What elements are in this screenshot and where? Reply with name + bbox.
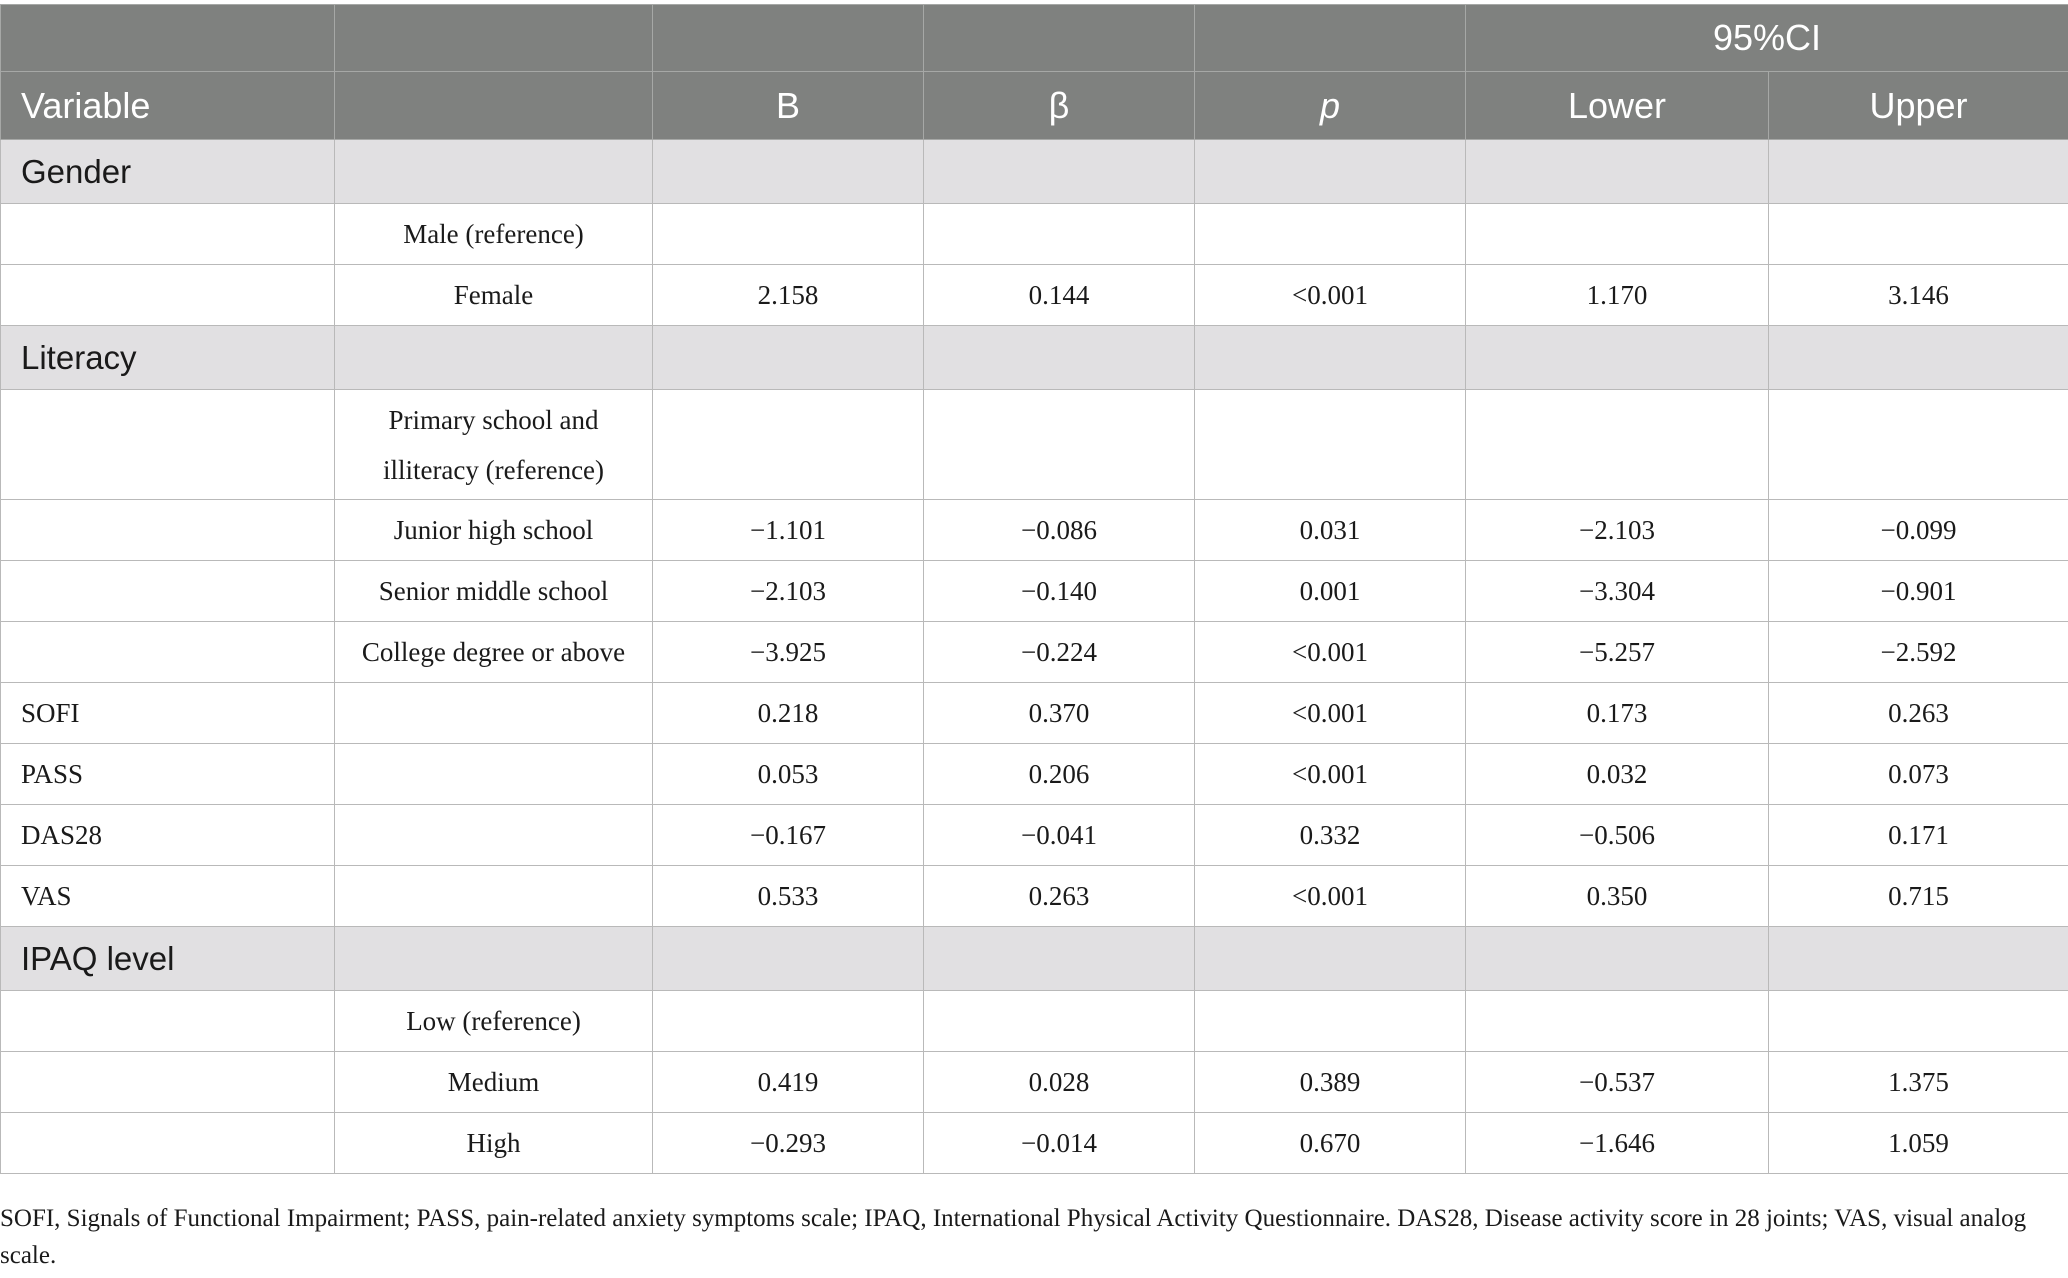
table-row: PASS 0.053 0.206 <0.001 0.032 0.073 <box>1 744 2068 805</box>
group-label: Gender <box>1 140 335 204</box>
col-header-beta: β <box>924 72 1195 140</box>
subgroup-cell: Primary school and illiteracy (reference) <box>335 390 653 500</box>
col-header-variable: Variable <box>1 72 335 140</box>
variable-cell: PASS <box>1 744 335 805</box>
table-row <box>1 390 2068 500</box>
subgroup-cell: High <box>335 1113 653 1174</box>
col-header-b: B <box>653 72 924 140</box>
table-row: Senior middle school −2.103 −0.140 0.001 −3.304 −0.901 <box>1 561 2068 622</box>
table-row: Medium 0.419 0.028 0.389 −0.537 1.375 <box>1 1052 2068 1113</box>
table-footnote: SOFI, Signals of Functional Impairment; PASS, pain-related anxiety symptoms scale; IPAQ, International Physical Activity Questionnaire. DAS28, Disease activity score in 28 joints; VAS, visual analog scale. <box>0 1205 2027 1269</box>
subgroup-cell: Female <box>335 265 653 326</box>
variable-cell: VAS <box>1 866 335 927</box>
group-row-literacy <box>1 326 2068 390</box>
col-header-lower: Lower <box>1466 72 1769 140</box>
subgroup-cell: Low (reference) <box>335 991 653 1052</box>
group-label: Literacy <box>1 326 335 390</box>
header-row-ci <box>1 5 2068 72</box>
group-row-gender <box>1 140 2068 204</box>
regression-table <box>0 4 2068 1174</box>
table-row <box>1 204 2068 265</box>
col-header-subgroup <box>335 72 653 140</box>
table-row: College degree or above −3.925 −0.224 <0.001 −5.257 −2.592 <box>1 622 2068 683</box>
table-row: High −0.293 −0.014 0.670 −1.646 1.059 <box>1 1113 2068 1174</box>
table-row: DAS28 −0.167 −0.041 0.332 −0.506 0.171 <box>1 805 2068 866</box>
subgroup-cell: Male (reference) <box>335 204 653 265</box>
table-row <box>1 991 2068 1052</box>
group-label: IPAQ level <box>1 927 335 991</box>
col-header-upper: Upper <box>1769 72 2068 140</box>
table-row: Female 2.158 0.144 <0.001 1.170 3.146 <box>1 265 2068 326</box>
subgroup-cell: Junior high school <box>335 500 653 561</box>
col-header-p: p <box>1195 72 1466 140</box>
variable-cell: DAS28 <box>1 805 335 866</box>
subgroup-cell: College degree or above <box>335 622 653 683</box>
ci-header: 95%CI <box>1466 5 2068 72</box>
table-row: SOFI 0.218 0.370 <0.001 0.173 0.263 <box>1 683 2068 744</box>
header-row-columns <box>1 72 2068 140</box>
group-row-ipaq <box>1 927 2068 991</box>
table-row: VAS 0.533 0.263 <0.001 0.350 0.715 <box>1 866 2068 927</box>
subgroup-cell: Senior middle school <box>335 561 653 622</box>
table-row: Junior high school −1.101 −0.086 0.031 −2.103 −0.099 <box>1 500 2068 561</box>
variable-cell: SOFI <box>1 683 335 744</box>
subgroup-cell: Medium <box>335 1052 653 1113</box>
